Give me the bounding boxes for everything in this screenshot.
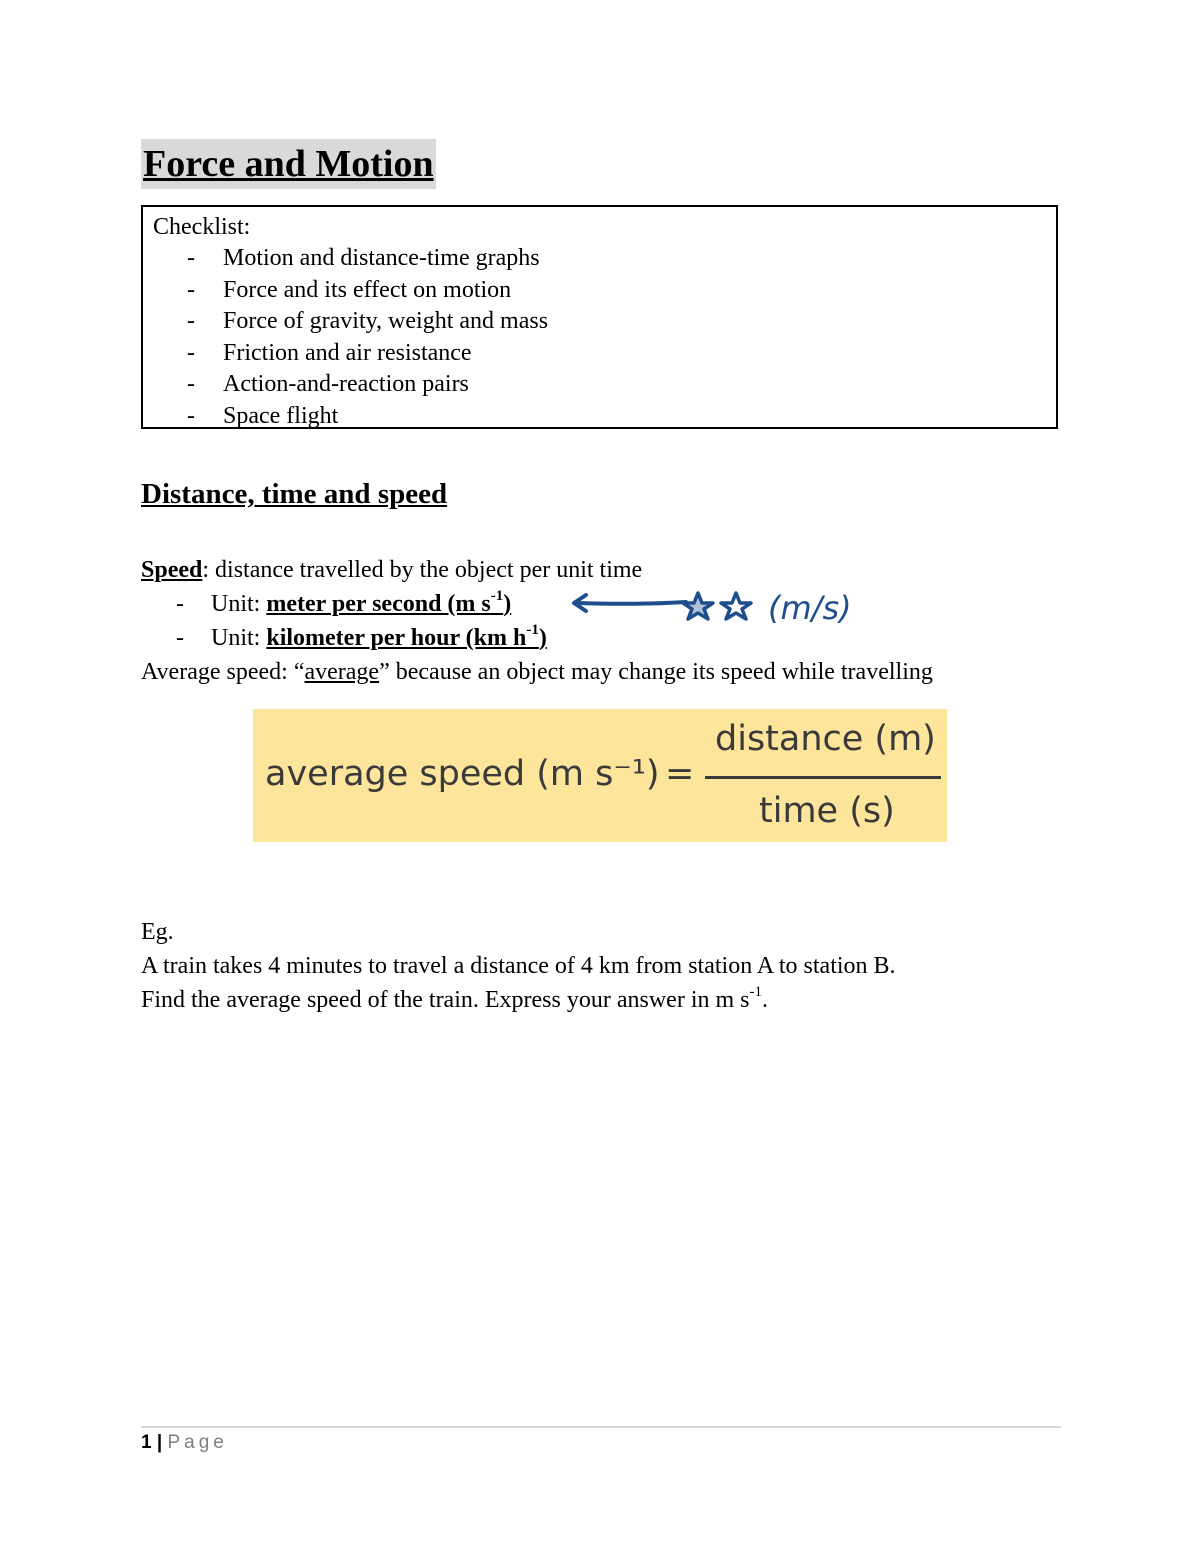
section-heading: Distance, time and speed bbox=[141, 478, 448, 510]
bullet-dash: - bbox=[187, 308, 195, 334]
checklist-item-text: Force and its effect on motion bbox=[223, 276, 512, 303]
bullet-dash: - bbox=[187, 402, 195, 429]
unit-label: Unit: bbox=[211, 625, 267, 651]
checklist-item-text: Motion and distance-time graphs bbox=[223, 245, 540, 271]
average-term: average bbox=[304, 659, 380, 685]
handwritten-annotation bbox=[568, 585, 888, 633]
checklist-item-text: Action-and-reaction pairs bbox=[223, 371, 469, 397]
bullet-dash: - bbox=[187, 276, 195, 303]
formula-equals: = bbox=[665, 754, 695, 794]
star-icon bbox=[721, 593, 751, 619]
checklist-item-text: Friction and air resistance bbox=[223, 339, 472, 366]
example-line-2: Find the average speed of the train. Express your answer in m $s^{-1}$. bbox=[141, 984, 768, 1013]
unit-line-1 bbox=[176, 589, 184, 619]
page-label: Page bbox=[167, 1432, 228, 1453]
bullet-dash: - bbox=[187, 339, 195, 366]
checklist-item-text: Force of gravity, weight and mass bbox=[223, 308, 549, 334]
unit-line-2 bbox=[176, 623, 184, 653]
fraction-bar bbox=[705, 776, 941, 779]
unit-2 bbox=[211, 623, 547, 653]
unit-2-value: kilometer per hour (km $h^{-1}$) bbox=[266, 622, 547, 651]
speed-definition bbox=[141, 555, 642, 585]
bullet-dash: - bbox=[187, 245, 195, 271]
page-number: 1 bbox=[141, 1432, 152, 1453]
bullet-dash: - bbox=[187, 371, 195, 397]
bullet-dash: - bbox=[176, 625, 184, 651]
speed-term: Speed bbox=[141, 557, 203, 583]
page-title: Force and Motion bbox=[141, 139, 436, 189]
annotation-text: (m/s) bbox=[768, 589, 852, 627]
checklist-box bbox=[141, 205, 1058, 429]
average-speed-line: Average speed: “average” because an object may change its speed while travelling bbox=[141, 659, 933, 685]
example-label: Eg. bbox=[141, 919, 174, 945]
bullet-dash: - bbox=[176, 591, 184, 617]
example-line-1: A train takes 4 minutes to travel a distance of 4 km from station A to station B. bbox=[141, 953, 896, 979]
formula-lhs: average speed (m s⁻¹) bbox=[265, 754, 660, 794]
unit-label: Unit: bbox=[211, 591, 267, 617]
page-footer bbox=[141, 1432, 228, 1454]
unit-1-value: meter per second (m $s^{-1}$) bbox=[266, 588, 512, 617]
page-separator: | bbox=[151, 1432, 168, 1453]
formula-denominator: time (s) bbox=[759, 791, 895, 831]
formula-numerator: distance (m) bbox=[715, 719, 936, 759]
formula-box bbox=[253, 709, 947, 842]
unit-1 bbox=[211, 589, 511, 619]
checklist-heading: Checklist: bbox=[153, 214, 251, 240]
star-icon bbox=[683, 593, 713, 619]
footer-rule bbox=[141, 1426, 1061, 1428]
speed-definition-text: : distance travelled by the object per unit time bbox=[202, 557, 643, 583]
arrow-icon bbox=[578, 602, 686, 604]
checklist-item-text: Space flight bbox=[223, 402, 339, 429]
